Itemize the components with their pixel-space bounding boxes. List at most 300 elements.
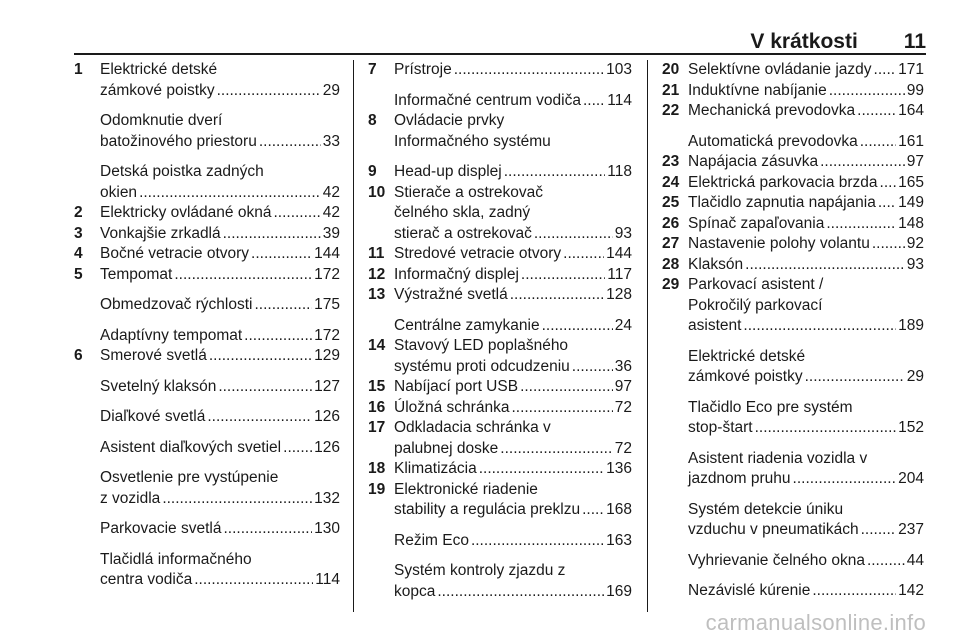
header-rule	[74, 53, 926, 55]
page-reference[interactable]: 189	[898, 317, 924, 334]
dot-leader	[880, 173, 897, 194]
item-number: 22	[662, 102, 680, 119]
entry-text: Informačný displej	[394, 265, 519, 283]
dot-leader	[572, 357, 613, 378]
entry-line	[100, 570, 340, 591]
index-entry	[662, 234, 924, 255]
item-number	[662, 581, 688, 602]
entry-line	[394, 398, 632, 419]
item-number: 23	[662, 153, 680, 170]
index-entry	[74, 265, 340, 286]
entry-line	[100, 183, 340, 204]
dot-leader	[273, 203, 320, 224]
dot-leader	[820, 152, 905, 173]
page-reference[interactable]: 93	[614, 224, 632, 242]
index-column-1	[74, 60, 340, 591]
entry-body	[394, 531, 632, 552]
dot-leader	[504, 162, 606, 183]
index-entry	[74, 162, 340, 203]
page-reference[interactable]: 142	[898, 582, 924, 599]
page-reference[interactable]: 128	[606, 286, 632, 303]
entry-line	[394, 439, 632, 460]
entry-body	[100, 60, 340, 101]
dot-leader	[283, 438, 312, 459]
dot-leader	[874, 60, 897, 81]
entry-text: Detská poistka zadných	[100, 163, 264, 180]
item-number: 10	[368, 183, 386, 201]
page-reference[interactable]: 129	[314, 347, 340, 364]
page-reference[interactable]: 163	[606, 531, 632, 549]
dot-leader	[254, 295, 312, 316]
item-number	[662, 132, 688, 153]
page-reference[interactable]: 42	[322, 204, 340, 221]
item-number: 6	[74, 347, 83, 364]
entry-text: Vyhrievanie čelného okna	[688, 551, 865, 569]
dot-leader	[520, 377, 613, 398]
entry-text: Tlačidlo zapnutia napájania	[688, 194, 876, 211]
dot-leader	[867, 551, 905, 572]
index-entry	[662, 449, 924, 490]
entry-text: Selektívne ovládanie jazdy	[688, 61, 872, 78]
entry-line	[688, 152, 924, 173]
dot-leader	[755, 418, 897, 439]
item-number	[74, 438, 100, 459]
item-number: 28	[662, 255, 680, 273]
page-reference[interactable]: 97	[906, 153, 924, 170]
page-reference[interactable]: 117	[607, 265, 632, 283]
index-entry	[662, 132, 924, 153]
entry-line	[100, 224, 340, 245]
index-entry	[662, 398, 924, 439]
item-number	[368, 561, 394, 602]
item-number: 17	[368, 419, 386, 436]
index-entry	[368, 316, 632, 337]
index-entry	[368, 285, 632, 306]
item-number: 1	[74, 61, 83, 78]
dot-leader	[534, 224, 613, 245]
entry-body	[100, 295, 340, 316]
index-entry	[662, 500, 924, 541]
entry-body	[100, 346, 340, 367]
index-entry	[368, 244, 632, 265]
entry-line	[100, 203, 340, 224]
page-reference[interactable]: 144	[314, 245, 340, 262]
entry-body	[394, 480, 632, 521]
index-entry	[74, 407, 340, 428]
entry-text: Režim Eco	[394, 531, 469, 549]
entry-text: Parkovacie svetlá	[100, 520, 222, 537]
entry-text: Tlačidlo Eco pre systém	[688, 398, 853, 416]
item-number	[74, 111, 100, 152]
index-entry	[662, 214, 924, 235]
index-entry	[662, 275, 924, 337]
entry-line	[100, 295, 340, 316]
index-entry	[662, 551, 924, 572]
entry-line	[688, 234, 924, 255]
item-number: 4	[74, 245, 83, 262]
entry-body	[394, 418, 632, 459]
index-entry	[662, 347, 924, 388]
entry-body	[688, 81, 924, 102]
item-number: 26	[662, 214, 680, 232]
dot-leader	[743, 316, 896, 337]
index-entry	[662, 81, 924, 102]
index-entry	[368, 91, 632, 112]
entry-text: Parkovací asistent /	[688, 276, 824, 293]
entry-text: Systém detekcie úniku	[688, 500, 844, 518]
item-number: 24	[662, 173, 680, 191]
entry-text: z vozidla	[100, 489, 161, 507]
entry-text: batožinového priestoru	[100, 132, 257, 150]
entry-text: Asistent riadenia vozidla v	[688, 449, 868, 467]
page-reference[interactable]: 24	[614, 316, 632, 334]
dot-leader	[471, 531, 604, 552]
item-number	[368, 531, 394, 552]
index-entry	[368, 162, 632, 183]
entry-body	[100, 265, 340, 286]
page-reference[interactable]: 144	[606, 245, 632, 262]
entry-body	[394, 398, 632, 419]
index-entry	[368, 336, 632, 377]
entry-line	[688, 255, 924, 276]
entry-body	[688, 347, 924, 388]
entry-text: Stredové vetracie otvory	[394, 245, 562, 262]
page-reference[interactable]: 103	[606, 61, 632, 78]
item-number	[74, 550, 100, 591]
index-entry	[74, 224, 340, 245]
entry-body	[394, 60, 632, 81]
entry-line	[394, 162, 632, 183]
entry-text: Obmedzovač rýchlosti	[100, 296, 253, 313]
entry-text: Prístroje	[394, 61, 452, 78]
index-entry	[74, 519, 340, 540]
entry-text: Centrálne zamykanie	[394, 316, 540, 334]
entry-body	[394, 91, 632, 112]
entry-line	[100, 438, 340, 459]
index-entry	[662, 60, 924, 81]
index-entry	[368, 377, 632, 398]
dot-leader	[563, 244, 604, 265]
page-header	[750, 30, 926, 54]
entry-text: Mechanická prevodovka	[688, 102, 856, 119]
page-reference[interactable]: 171	[898, 61, 924, 78]
entry-text: Vonkajšie zrkadlá	[100, 224, 221, 242]
entry-text: Diaľkové svetlá	[100, 408, 206, 425]
index-entry	[74, 377, 340, 398]
item-number: 13	[368, 286, 386, 303]
entry-text: Spínač zapaľovania	[688, 214, 825, 232]
index-entry	[368, 60, 632, 81]
dot-leader	[174, 265, 312, 286]
entry-text: Elektrické detské	[100, 61, 218, 78]
entry-body	[688, 449, 924, 490]
page-reference[interactable]: 152	[898, 419, 924, 436]
page-reference[interactable]: 127	[314, 377, 340, 395]
entry-line	[394, 60, 632, 81]
page-reference[interactable]: 118	[607, 163, 632, 180]
dot-leader	[437, 582, 604, 603]
entry-body	[100, 407, 340, 428]
item-number: 25	[662, 194, 680, 211]
entry-text: stierač a ostrekovač	[394, 224, 532, 242]
entry-body	[100, 111, 340, 152]
entry-line	[394, 265, 632, 286]
entry-text: Výstražné svetlá	[394, 286, 508, 303]
entry-body	[688, 214, 924, 235]
dot-leader	[209, 346, 312, 367]
entry-body	[394, 111, 632, 152]
entry-line	[394, 224, 632, 245]
item-number: 3	[74, 224, 83, 242]
item-number	[74, 407, 100, 428]
page-reference[interactable]: 164	[898, 102, 924, 119]
item-number	[74, 468, 100, 509]
entry-text: Napájacia zásuvka	[688, 153, 819, 170]
index-entry	[368, 183, 632, 245]
dot-leader	[878, 193, 896, 214]
entry-body	[100, 224, 340, 245]
index-entry	[368, 398, 632, 419]
index-entry	[662, 152, 924, 173]
index-entry	[74, 244, 340, 265]
entry-line	[100, 265, 340, 286]
index-entry	[74, 203, 340, 224]
page-reference[interactable]: 92	[906, 235, 924, 252]
dot-leader	[454, 60, 604, 81]
entry-line	[688, 367, 924, 388]
entry-line	[394, 500, 632, 521]
item-number: 11	[368, 245, 385, 262]
entry-text: okien	[100, 183, 138, 201]
entry-line	[394, 531, 632, 552]
entry-text: Bočné vetracie otvory	[100, 245, 250, 262]
entry-body	[394, 265, 632, 286]
entry-text: kopca	[394, 582, 436, 600]
entry-line	[688, 316, 924, 337]
page-reference[interactable]: 149	[898, 194, 924, 211]
dot-leader	[805, 367, 905, 388]
entry-body	[688, 581, 924, 602]
entry-line	[394, 357, 632, 378]
page-reference[interactable]: 33	[322, 132, 340, 150]
dot-leader	[194, 570, 313, 591]
page-reference[interactable]: 169	[606, 582, 632, 600]
index-entry	[74, 468, 340, 509]
entry-text: Stavový LED poplašného	[394, 337, 569, 354]
entry-text: Elektricky ovládané okná	[100, 204, 272, 221]
page-reference[interactable]: 114	[607, 91, 632, 109]
entry-body	[100, 468, 340, 509]
entry-text: Úložná schránka	[394, 398, 510, 416]
index-entry	[74, 346, 340, 367]
page-reference[interactable]: 29	[906, 368, 924, 385]
item-number	[74, 162, 100, 203]
page-reference[interactable]: 175	[314, 296, 340, 313]
dot-leader	[207, 407, 312, 428]
page-reference[interactable]: 126	[314, 408, 340, 425]
page-reference[interactable]: 172	[314, 326, 340, 344]
page-reference[interactable]: 126	[314, 438, 340, 456]
entry-text: Pokročilý parkovací	[688, 296, 823, 314]
section-title: V krátkosti	[750, 30, 858, 53]
index-column-3	[662, 60, 924, 602]
entry-body	[394, 336, 632, 377]
entry-body	[688, 255, 924, 276]
page-reference[interactable]: 42	[322, 183, 340, 201]
entry-body	[688, 234, 924, 255]
index-entry	[662, 101, 924, 122]
dot-leader	[223, 224, 321, 245]
page-reference[interactable]: 161	[898, 132, 924, 150]
entry-text: stop-štart	[688, 419, 753, 436]
entry-line	[688, 581, 924, 602]
item-number: 27	[662, 235, 680, 252]
index-entry	[74, 438, 340, 459]
entry-line	[688, 101, 924, 122]
watermark-text: carmanualsonline.info	[705, 610, 926, 635]
page-reference[interactable]: 136	[606, 460, 632, 477]
dot-leader	[857, 101, 896, 122]
entry-text: Nabíjací port USB	[394, 378, 519, 395]
page-reference[interactable]: 39	[322, 224, 340, 242]
page-reference[interactable]: 165	[898, 173, 924, 191]
entry-body	[394, 285, 632, 306]
entry-body	[688, 500, 924, 541]
entry-body	[100, 162, 340, 203]
page-number: 11	[903, 30, 926, 53]
entry-body	[688, 101, 924, 122]
entry-text: Odomknutie dverí	[100, 112, 223, 129]
entry-text: Nastavenie polohy volantu	[688, 235, 870, 252]
item-number: 20	[662, 61, 680, 78]
page-reference[interactable]: 168	[606, 501, 632, 518]
entry-body	[688, 132, 924, 153]
item-number: 2	[74, 204, 83, 221]
entry-line	[688, 469, 924, 490]
entry-line	[100, 407, 340, 428]
item-number: 5	[74, 265, 83, 283]
entry-line	[688, 214, 924, 235]
page-reference[interactable]: 44	[906, 551, 924, 569]
entry-body	[100, 326, 340, 347]
entry-body	[688, 60, 924, 81]
entry-text: Induktívne nabíjanie	[688, 81, 827, 99]
entry-body	[688, 398, 924, 439]
item-number: 7	[368, 61, 377, 78]
entry-body	[100, 519, 340, 540]
entry-text: vzduchu v pneumatikách	[688, 521, 859, 538]
entry-line	[394, 316, 632, 337]
page-reference[interactable]: 97	[614, 378, 632, 395]
item-number: 14	[368, 337, 386, 354]
item-number: 29	[662, 276, 680, 293]
index-entry	[662, 193, 924, 214]
entry-text: Asistent diaľkových svetiel	[100, 438, 282, 456]
column-divider	[353, 60, 354, 612]
page-reference[interactable]: 99	[906, 81, 924, 99]
item-number	[368, 316, 394, 337]
dot-leader	[793, 469, 897, 490]
item-number	[662, 449, 688, 490]
entry-body	[100, 377, 340, 398]
entry-text: systému proti odcudzeniu	[394, 357, 570, 375]
entry-line	[394, 582, 632, 603]
dot-leader	[217, 81, 321, 102]
dot-leader	[582, 500, 604, 521]
page-reference[interactable]: 172	[314, 265, 340, 283]
index-entry	[368, 480, 632, 521]
entry-text: Osvetlenie pre vystúpenie	[100, 469, 279, 486]
dot-leader	[510, 285, 604, 306]
index-entry	[74, 550, 340, 591]
page-reference[interactable]: 36	[614, 357, 632, 375]
entry-line	[394, 91, 632, 112]
dot-leader	[162, 489, 312, 510]
item-number	[74, 519, 100, 540]
index-entry	[368, 265, 632, 286]
entry-line	[100, 244, 340, 265]
page-reference[interactable]: 114	[315, 571, 340, 588]
entry-line	[100, 377, 340, 398]
entry-text: Svetelný klaksón	[100, 377, 217, 395]
page-reference[interactable]: 237	[898, 521, 924, 538]
entry-text: zámkové poistky	[100, 81, 215, 99]
entry-text: centra vodiča	[100, 571, 193, 588]
page-reference[interactable]: 132	[314, 489, 340, 507]
entry-line	[688, 81, 924, 102]
dot-leader	[826, 214, 896, 235]
page-reference[interactable]: 29	[322, 81, 340, 99]
page-reference[interactable]: 72	[614, 398, 632, 416]
entry-body	[394, 244, 632, 265]
entry-line	[394, 285, 632, 306]
item-number: 9	[368, 163, 377, 180]
index-entry	[662, 255, 924, 276]
dot-leader	[479, 459, 604, 480]
entry-text: Tlačidlá informačného	[100, 550, 252, 568]
item-number: 19	[368, 480, 386, 498]
item-number	[662, 551, 688, 572]
entry-text: Odkladacia schránka v	[394, 419, 551, 436]
index-entry	[74, 326, 340, 347]
page-reference[interactable]: 93	[906, 255, 924, 273]
entry-text: Adaptívny tempomat	[100, 326, 243, 344]
item-number	[74, 326, 100, 347]
entry-line	[394, 132, 632, 153]
page-reference[interactable]: 72	[614, 439, 632, 457]
page-reference[interactable]: 204	[898, 470, 924, 487]
entry-text: Automatická prevodovka	[688, 132, 858, 150]
page-reference[interactable]: 148	[898, 214, 924, 232]
entry-text: Informačného systému	[394, 132, 551, 150]
page-reference[interactable]: 130	[314, 520, 340, 537]
dot-leader	[861, 520, 897, 541]
entry-body	[100, 203, 340, 224]
item-number: 12	[368, 265, 386, 283]
index-column-2	[368, 60, 632, 602]
item-number	[74, 377, 100, 398]
dot-leader	[812, 581, 896, 602]
entry-body	[100, 438, 340, 459]
dot-leader	[860, 132, 896, 153]
entry-line	[394, 377, 632, 398]
item-number	[368, 91, 394, 112]
entry-body	[100, 550, 340, 591]
item-number: 8	[368, 112, 377, 129]
index-entry	[368, 561, 632, 602]
entry-line	[100, 132, 340, 153]
item-number	[662, 398, 688, 439]
